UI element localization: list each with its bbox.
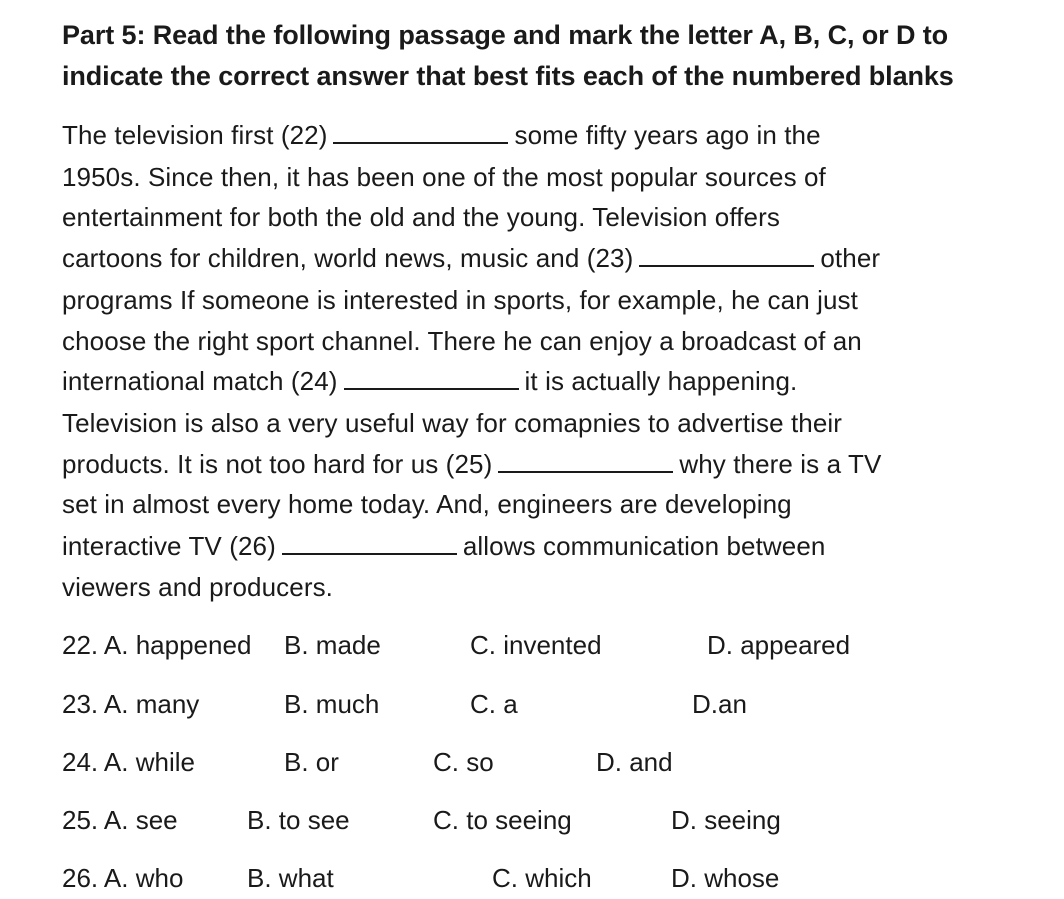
question-25-option-d: D. seeing [671, 805, 781, 835]
heading-line-1: Part 5: Read the following passage and mark the letter A, B, C, or D to [62, 20, 949, 50]
passage-text: interactive TV (26) [62, 531, 276, 561]
question-23-option-a: 23. A. many [62, 689, 200, 719]
passage-text: some fifty years ago in the [514, 120, 821, 150]
question-26-option-c: C. which [492, 863, 592, 893]
question-24-option-c: C. so [433, 747, 494, 777]
passage-text: other [820, 243, 881, 273]
passage-line: 1950s. Since then, it has been one of the most popular sources of [62, 162, 826, 192]
question-22-option-a: 22. A. happened [62, 630, 252, 660]
question-24-option-a: 24. A. while [62, 747, 195, 777]
passage-line [62, 120, 821, 151]
blank-26 [282, 533, 457, 555]
question-23-option-b: B. much [284, 689, 380, 719]
question-26-option-b: B. what [247, 863, 334, 893]
heading-line-2: indicate the correct answer that best fits each of the numbered blanks [62, 61, 954, 91]
question-23-option-d: D.an [692, 689, 747, 719]
passage-line [62, 449, 881, 480]
passage-text: it is actually happening. [524, 366, 798, 396]
passage-line: viewers and producers. [62, 572, 333, 602]
passage-text: The television first (22) [62, 120, 328, 150]
question-26-option-a: 26. A. who [62, 863, 184, 893]
blank-25 [498, 451, 673, 473]
question-23-option-c: C. a [470, 689, 518, 719]
blank-22 [333, 122, 508, 144]
question-24-option-b: B. or [284, 747, 339, 777]
passage-line: Television is also a very useful way for comapnies to advertise their [62, 408, 843, 438]
question-26-option-d: D. whose [671, 863, 780, 893]
passage-text: cartoons for children, world news, music and (23) [62, 243, 634, 273]
passage-text: international match (24) [62, 366, 338, 396]
passage-line: programs If someone is interested in sports, for example, he can just [62, 285, 858, 315]
question-25-option-c: C. to seeing [433, 805, 572, 835]
question-25-option-a: 25. A. see [62, 805, 178, 835]
passage-line [62, 531, 826, 562]
blank-23 [639, 245, 814, 267]
question-22-option-c: C. invented [470, 630, 602, 660]
question-22-option-d: D. appeared [707, 630, 851, 660]
passage-line: set in almost every home today. And, engineers are developing [62, 489, 792, 519]
passage-line: choose the right sport channel. There he can enjoy a broadcast of an [62, 326, 862, 356]
passage-line: entertainment for both the old and the young. Television offers [62, 202, 780, 232]
passage-line [62, 366, 797, 397]
blank-24 [344, 368, 519, 390]
question-25-option-b: B. to see [247, 805, 350, 835]
passage-text: products. It is not too hard for us (25) [62, 449, 493, 479]
question-24-option-d: D. and [596, 747, 673, 777]
question-22-option-b: B. made [284, 630, 381, 660]
passage-text: why there is a TV [679, 449, 882, 479]
passage-line [62, 243, 880, 274]
passage-text: allows communication between [462, 531, 826, 561]
